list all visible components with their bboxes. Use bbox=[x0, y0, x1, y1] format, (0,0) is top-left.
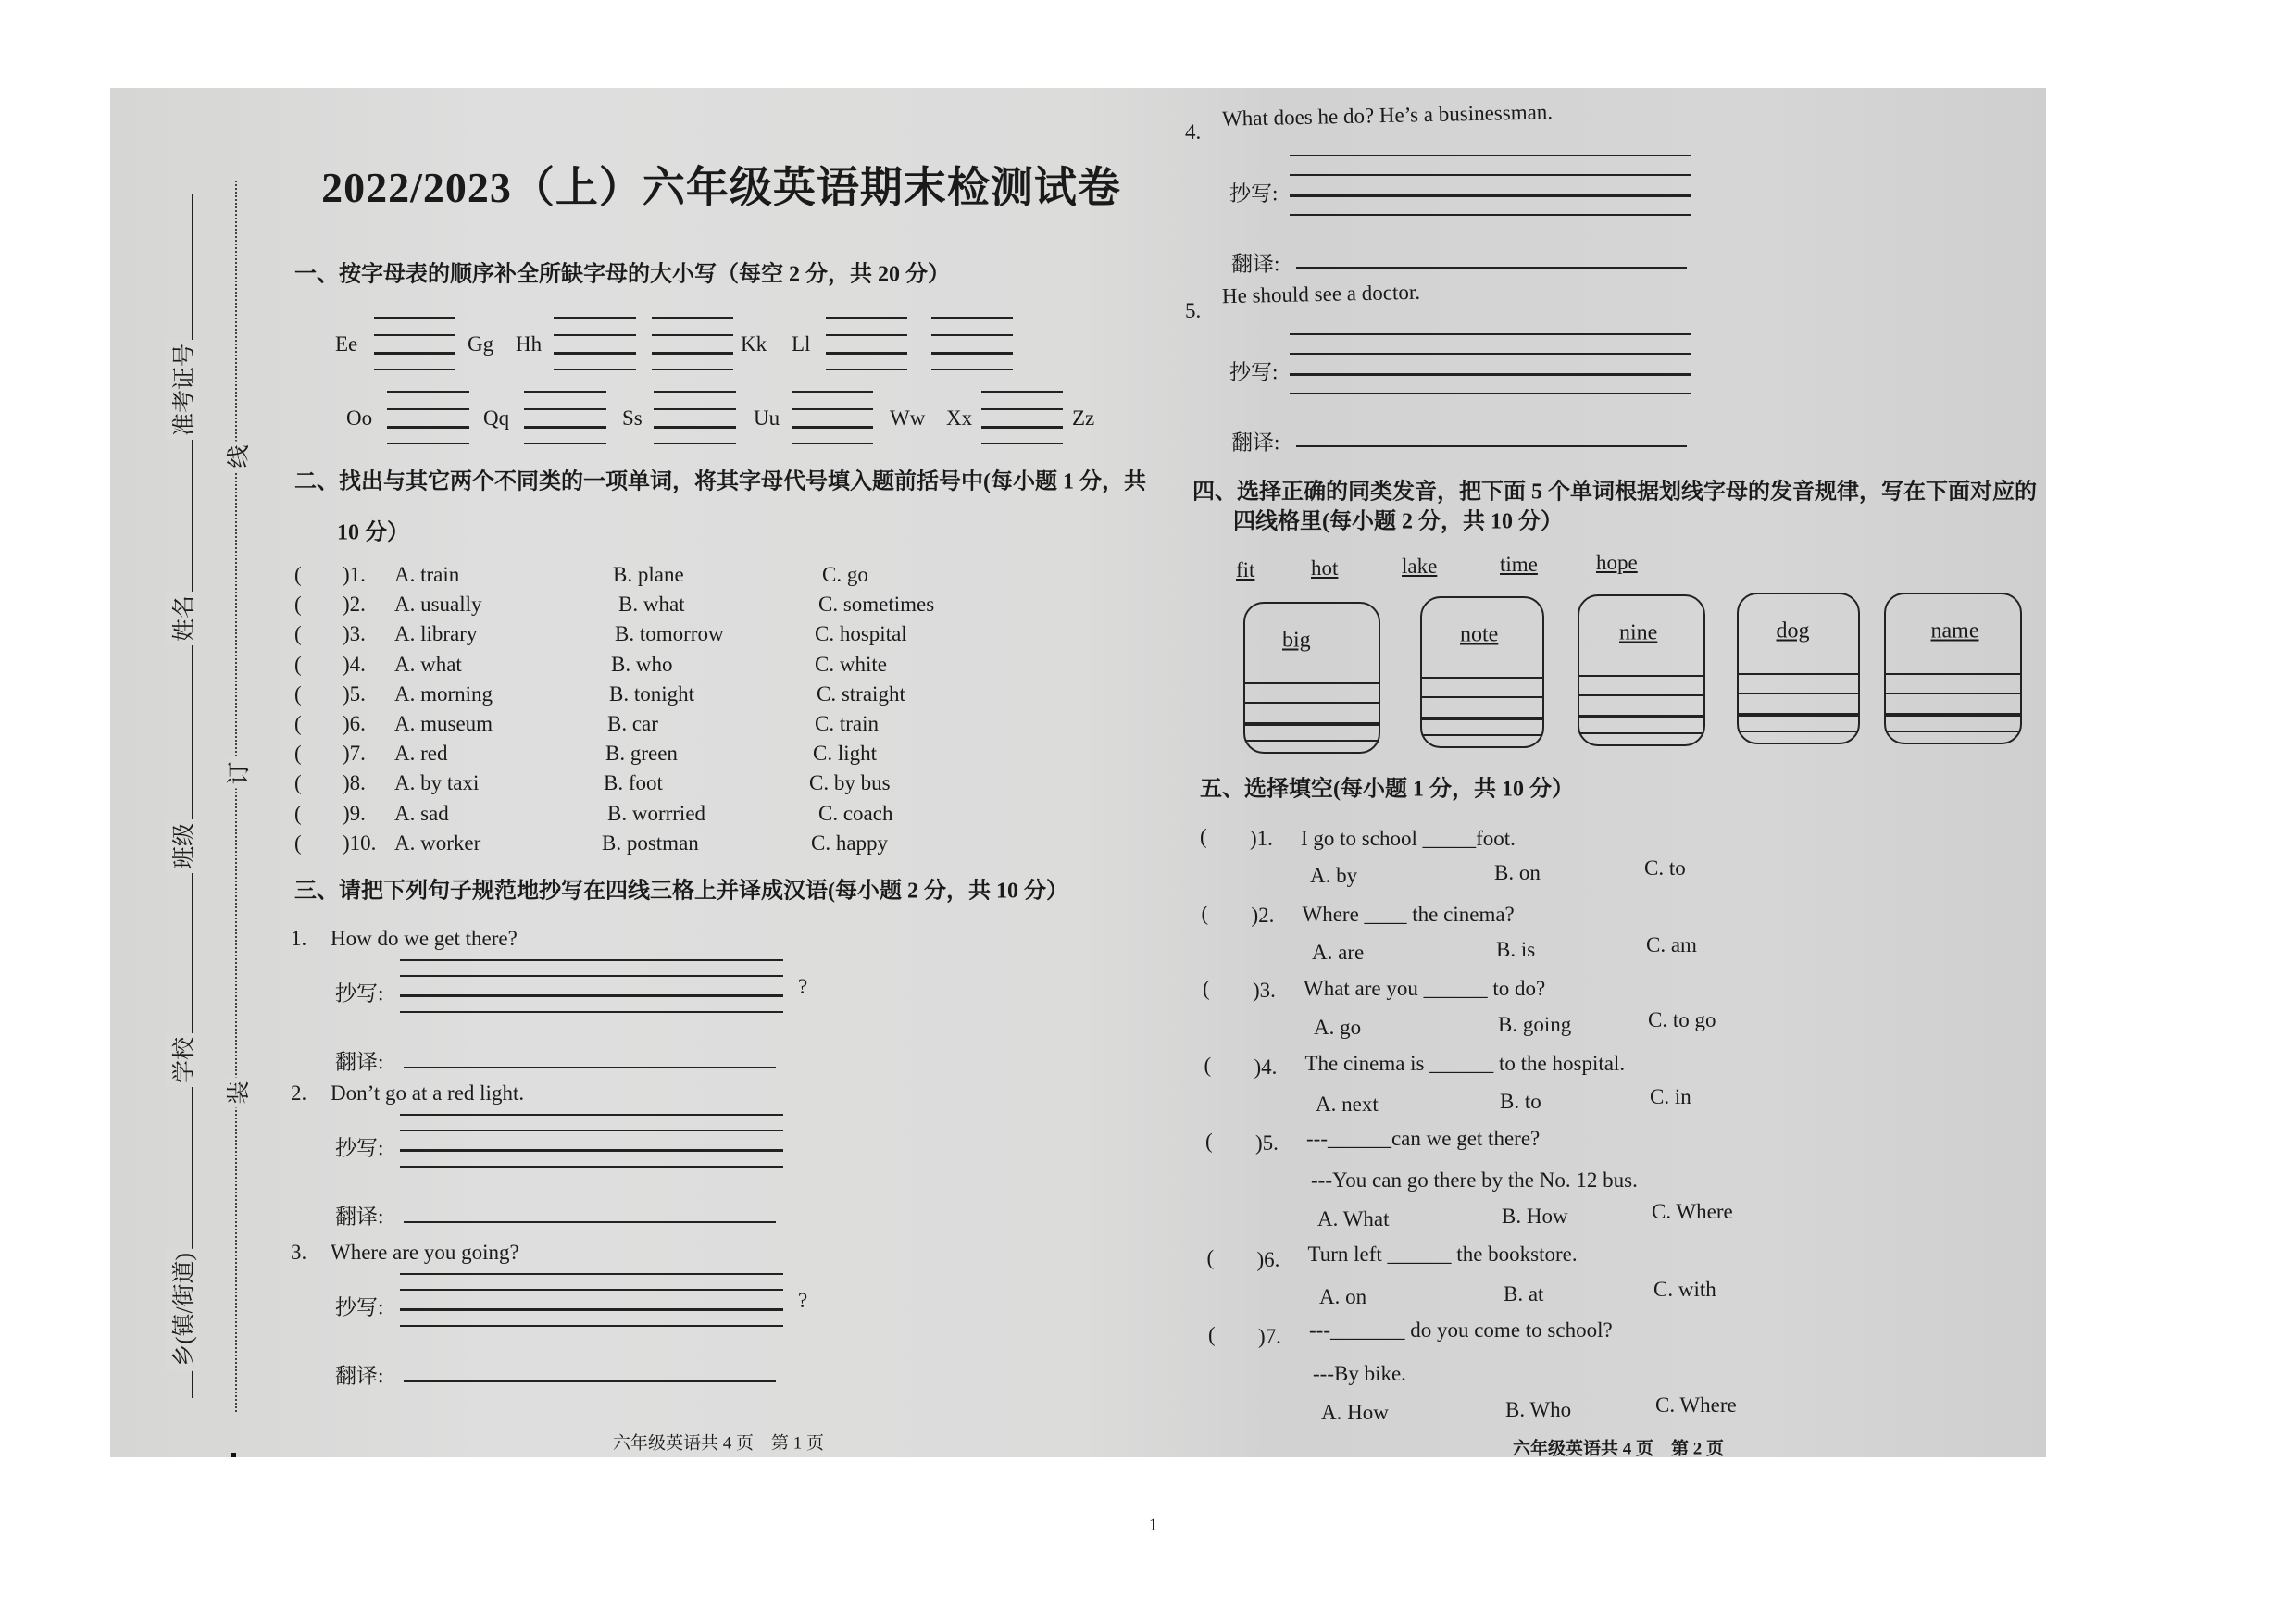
alphabet-blank-line[interactable] bbox=[981, 391, 1063, 393]
translate-line[interactable] bbox=[1296, 445, 1687, 447]
copy-label: 抄写: bbox=[335, 1136, 384, 1160]
copy-writing-line[interactable] bbox=[1290, 393, 1691, 394]
alphabet-blank-line[interactable] bbox=[826, 334, 907, 336]
alphabet-blank-line[interactable] bbox=[931, 334, 1013, 336]
option-c: C. Where bbox=[1652, 1200, 1733, 1223]
sentence-text: Where are you going? bbox=[331, 1241, 519, 1264]
sentence-number: 4. bbox=[1185, 120, 1202, 144]
section2-heading-cont: 10 分） bbox=[337, 520, 409, 545]
answer-bracket-open: ( bbox=[294, 652, 302, 676]
section2-heading: 二、找出与其它两个不同类的一项单词，将其字母代号填入题前括号中(每小题 1 分，共 bbox=[294, 469, 1146, 494]
sound-word: fit bbox=[1236, 558, 1255, 581]
copy-writing-line[interactable] bbox=[400, 1114, 783, 1116]
copy-writing-line[interactable] bbox=[400, 1308, 783, 1311]
alphabet-blank-line[interactable] bbox=[524, 391, 606, 393]
copy-label: 抄写: bbox=[1229, 360, 1279, 384]
alphabet-blank-line[interactable] bbox=[652, 369, 733, 370]
translate-line[interactable] bbox=[1296, 267, 1687, 269]
option-c: C. train bbox=[815, 712, 879, 735]
copy-writing-line[interactable] bbox=[400, 1149, 783, 1152]
question-mark: ? bbox=[798, 975, 808, 998]
option-b: B. Who bbox=[1505, 1398, 1572, 1421]
option-b: B. to bbox=[1500, 1090, 1541, 1113]
alphabet-blank-line[interactable] bbox=[554, 352, 636, 355]
option-b: B. going bbox=[1498, 1013, 1572, 1036]
question-mark: ? bbox=[798, 1289, 808, 1312]
translate-line[interactable] bbox=[404, 1067, 776, 1068]
answer-bracket-open: ( bbox=[1205, 1130, 1213, 1153]
option-a: A. train bbox=[394, 563, 460, 586]
option-b: B. postman bbox=[602, 831, 699, 855]
box-writing-line bbox=[1739, 673, 1858, 675]
question-text: ---_______ do you come to school? bbox=[1309, 1318, 1613, 1342]
four-line-answer-box[interactable] bbox=[1243, 602, 1380, 754]
question-number: )6. bbox=[343, 712, 366, 735]
box-word: dog bbox=[1776, 618, 1810, 643]
box-writing-line bbox=[1886, 673, 2020, 675]
option-b: B. foot bbox=[604, 771, 663, 795]
option-a: A. usually bbox=[394, 593, 482, 617]
option-b: B. on bbox=[1494, 861, 1541, 884]
alphabet-letter: Ll bbox=[792, 332, 811, 356]
alphabet-letter: Ee bbox=[335, 332, 358, 356]
question-number: )7. bbox=[1258, 1325, 1281, 1348]
sound-word: lake bbox=[1402, 555, 1438, 578]
alphabet-blank-line[interactable] bbox=[654, 391, 736, 393]
exam-paper-photo bbox=[110, 88, 2046, 1457]
box-word: name bbox=[1930, 618, 1979, 643]
page-number: 1 bbox=[1149, 1515, 1157, 1534]
answer-bracket-open: ( bbox=[1206, 1246, 1215, 1269]
translate-line[interactable] bbox=[404, 1380, 776, 1382]
seal-line-mark: 线 bbox=[220, 441, 254, 471]
alphabet-blank-line[interactable] bbox=[554, 317, 636, 319]
alphabet-blank-line[interactable] bbox=[387, 408, 469, 410]
box-writing-line bbox=[1579, 715, 1703, 718]
option-a: A. museum bbox=[394, 712, 493, 735]
box-writing-line bbox=[1422, 734, 1542, 736]
alphabet-letter: Kk bbox=[741, 332, 767, 356]
option-a: A. next bbox=[1316, 1093, 1379, 1116]
option-a: A. by bbox=[1310, 864, 1358, 887]
box-writing-line bbox=[1886, 693, 2020, 694]
alphabet-letter: Uu bbox=[754, 406, 780, 430]
alphabet-letter: Hh bbox=[516, 332, 543, 356]
margin-field-label: 乡(镇/街道) bbox=[166, 1249, 199, 1371]
option-a: A. How bbox=[1321, 1401, 1389, 1424]
answer-bracket-open: ( bbox=[1203, 977, 1210, 1000]
copy-writing-line[interactable] bbox=[1290, 174, 1691, 176]
alphabet-letter: Oo bbox=[346, 406, 373, 430]
option-a: A. by taxi bbox=[394, 771, 480, 795]
sentence-number: 5. bbox=[1185, 299, 1202, 322]
alphabet-blank-line[interactable] bbox=[554, 369, 636, 370]
box-writing-line bbox=[1886, 731, 2020, 732]
alphabet-blank-line[interactable] bbox=[554, 334, 636, 336]
alphabet-letter: Qq bbox=[483, 406, 510, 430]
sentence-text: He should see a doctor. bbox=[1221, 280, 1421, 308]
section4-heading-cont: 四线格里(每小题 2 分，共 10 分） bbox=[1233, 509, 1563, 534]
answer-bracket-open: ( bbox=[294, 681, 302, 706]
seal-line-mark: 装 bbox=[220, 1077, 254, 1107]
answer-bracket-open: ( bbox=[294, 563, 302, 586]
margin-field-label: 准考证号 bbox=[166, 340, 199, 440]
option-c: C. to bbox=[1644, 856, 1686, 880]
option-b: B. worrried bbox=[607, 801, 706, 825]
question-number: )6. bbox=[1256, 1248, 1280, 1271]
box-writing-line bbox=[1245, 702, 1379, 704]
question-number: )1. bbox=[343, 563, 366, 586]
margin-field-label: 学校 bbox=[166, 1033, 199, 1087]
copy-writing-line[interactable] bbox=[400, 1273, 783, 1275]
translate-label: 翻译: bbox=[335, 1364, 384, 1388]
alphabet-blank-line[interactable] bbox=[387, 443, 469, 444]
section5-heading: 五、选择填空(每小题 1 分，共 10 分） bbox=[1200, 777, 1574, 802]
box-writing-line bbox=[1422, 677, 1542, 679]
alphabet-blank-line[interactable] bbox=[826, 369, 907, 370]
answer-bracket-open: ( bbox=[294, 593, 302, 617]
question-number: )5. bbox=[343, 681, 366, 706]
option-a: A. what bbox=[394, 652, 462, 676]
box-writing-line bbox=[1579, 675, 1703, 677]
alphabet-letter: Ss bbox=[622, 406, 643, 430]
copy-writing-line[interactable] bbox=[1290, 373, 1691, 376]
alphabet-blank-line[interactable] bbox=[652, 317, 733, 319]
alphabet-blank-line[interactable] bbox=[981, 443, 1063, 444]
answer-bracket-open: ( bbox=[1200, 825, 1207, 848]
copy-writing-line[interactable] bbox=[400, 1325, 783, 1327]
copy-writing-line[interactable] bbox=[1290, 353, 1691, 355]
option-a: A. morning bbox=[394, 681, 493, 706]
box-writing-line bbox=[1579, 694, 1703, 696]
four-line-answer-box[interactable] bbox=[1420, 596, 1544, 748]
alphabet-blank-line[interactable] bbox=[374, 317, 455, 319]
sentence-number: 1. bbox=[291, 927, 307, 950]
margin-field-label: 班级 bbox=[166, 819, 199, 873]
box-writing-line bbox=[1422, 717, 1542, 720]
question-number: )4. bbox=[1254, 1056, 1278, 1079]
option-c: C. light bbox=[813, 742, 878, 766]
sentence-number: 3. bbox=[291, 1241, 307, 1264]
copy-label: 抄写: bbox=[1229, 181, 1279, 206]
option-c: C. am bbox=[1646, 933, 1697, 956]
section3-heading: 三、请把下列句子规范地抄写在四线三格上并译成汉语(每小题 2 分，共 10 分） bbox=[294, 879, 1068, 904]
alphabet-blank-line[interactable] bbox=[654, 426, 736, 429]
answer-bracket-open: ( bbox=[294, 712, 302, 735]
question-number: )3. bbox=[1253, 979, 1276, 1002]
question-reply: ---By bike. bbox=[1313, 1362, 1406, 1385]
alphabet-blank-line[interactable] bbox=[652, 352, 733, 355]
box-writing-line bbox=[1886, 713, 2020, 717]
option-b: B. what bbox=[618, 593, 685, 617]
question-number: )2. bbox=[1251, 904, 1275, 927]
question-text: I go to school _____foot. bbox=[1301, 827, 1516, 850]
question-text: ---______can we get there? bbox=[1306, 1127, 1541, 1151]
option-c: C. go bbox=[822, 563, 868, 586]
box-word: big bbox=[1282, 628, 1311, 653]
option-b: B. green bbox=[605, 742, 678, 766]
question-text: The cinema is ______ to the hospital. bbox=[1304, 1052, 1626, 1076]
sentence-number: 2. bbox=[291, 1081, 307, 1105]
question-number: )9. bbox=[343, 801, 366, 825]
question-text: Turn left ______ the bookstore. bbox=[1307, 1243, 1578, 1266]
sentence-text: Don’t go at a red light. bbox=[331, 1081, 525, 1105]
question-number: )5. bbox=[1255, 1131, 1279, 1155]
option-b: B. tomorrow bbox=[615, 622, 724, 646]
option-a: A. library bbox=[394, 622, 478, 646]
option-a: A. What bbox=[1317, 1207, 1390, 1230]
answer-bracket-open: ( bbox=[1204, 1054, 1212, 1077]
alphabet-blank-line[interactable] bbox=[981, 426, 1063, 429]
margin-field-label: 姓名 bbox=[166, 592, 199, 645]
option-a: A. go bbox=[1314, 1016, 1362, 1039]
box-writing-line bbox=[1245, 722, 1379, 726]
alphabet-blank-line[interactable] bbox=[374, 334, 455, 336]
option-c: C. in bbox=[1650, 1085, 1691, 1108]
sentence-text: How do we get there? bbox=[331, 927, 518, 950]
question-number: )2. bbox=[343, 593, 366, 617]
four-line-answer-box[interactable] bbox=[1578, 594, 1705, 746]
option-c: C. happy bbox=[811, 831, 889, 855]
seal-line-mark: 订 bbox=[220, 757, 254, 788]
option-b: B. How bbox=[1502, 1205, 1568, 1228]
copy-writing-line[interactable] bbox=[1290, 214, 1691, 216]
alphabet-letter: Zz bbox=[1072, 406, 1095, 430]
copy-writing-line[interactable] bbox=[400, 959, 783, 961]
copy-writing-line[interactable] bbox=[400, 1130, 783, 1131]
sound-word: hope bbox=[1596, 551, 1638, 574]
answer-bracket-open: ( bbox=[1201, 902, 1209, 925]
right-page-footer: 六年级英语共 4 页 第 2 页 bbox=[1513, 1439, 1725, 1457]
answer-bracket-open: ( bbox=[1208, 1323, 1216, 1346]
answer-bracket-open: ( bbox=[294, 771, 302, 795]
copy-writing-line[interactable] bbox=[400, 1011, 783, 1013]
option-a: A. red bbox=[394, 742, 448, 766]
question-text: Where ____ the cinema? bbox=[1302, 902, 1515, 926]
copy-label: 抄写: bbox=[335, 1295, 384, 1319]
alphabet-blank-line[interactable] bbox=[792, 408, 873, 410]
box-word: nine bbox=[1619, 620, 1658, 645]
box-writing-line bbox=[1579, 732, 1703, 734]
translate-label: 翻译: bbox=[1231, 252, 1280, 276]
alphabet-blank-line[interactable] bbox=[387, 426, 469, 429]
question-number: )10. bbox=[343, 831, 377, 855]
binding-mark bbox=[231, 1453, 236, 1457]
alphabet-letter: Xx bbox=[946, 406, 973, 430]
box-writing-line bbox=[1739, 713, 1858, 717]
alphabet-blank-line[interactable] bbox=[826, 317, 907, 319]
sentence-text: What does he do? He’s a businessman. bbox=[1221, 100, 1554, 131]
alphabet-blank-line[interactable] bbox=[931, 352, 1013, 355]
option-a: A. worker bbox=[394, 831, 481, 855]
left-page-footer: 六年级英语共 4 页 第 1 页 bbox=[613, 1433, 825, 1454]
sound-word: hot bbox=[1311, 556, 1339, 580]
translate-line[interactable] bbox=[404, 1221, 776, 1223]
option-c: C. sometimes bbox=[818, 593, 935, 617]
option-b: B. at bbox=[1504, 1282, 1544, 1305]
exam-title: 2022/2023（上）六年级英语期末检测试卷 bbox=[321, 164, 1121, 211]
alphabet-blank-line[interactable] bbox=[524, 426, 606, 429]
alphabet-blank-line[interactable] bbox=[931, 369, 1013, 370]
option-b: B. tonight bbox=[609, 681, 695, 706]
option-c: C. coach bbox=[818, 801, 893, 825]
copy-writing-line[interactable] bbox=[1290, 194, 1691, 197]
option-b: B. who bbox=[611, 652, 673, 676]
alphabet-blank-line[interactable] bbox=[654, 443, 736, 444]
binding-dotted-line bbox=[235, 181, 237, 1412]
option-a: A. are bbox=[1312, 941, 1365, 964]
option-c: C. by bus bbox=[809, 771, 891, 795]
option-a: A. on bbox=[1319, 1285, 1367, 1308]
copy-label: 抄写: bbox=[335, 981, 384, 1006]
box-word: note bbox=[1460, 622, 1499, 647]
alphabet-letter: Gg bbox=[468, 332, 494, 356]
question-number: )3. bbox=[343, 622, 366, 646]
answer-bracket-open: ( bbox=[294, 742, 302, 766]
box-writing-line bbox=[1739, 693, 1858, 694]
section4-heading: 四、选择正确的同类发音，把下面 5 个单词根据划线字母的发音规律，写在下面对应的 bbox=[1192, 480, 2037, 505]
alphabet-blank-line[interactable] bbox=[387, 391, 469, 393]
option-c: C. Where bbox=[1655, 1393, 1737, 1417]
alphabet-blank-line[interactable] bbox=[792, 443, 873, 444]
alphabet-blank-line[interactable] bbox=[374, 352, 455, 355]
answer-bracket-open: ( bbox=[294, 622, 302, 646]
question-number: )8. bbox=[343, 771, 366, 795]
alphabet-blank-line[interactable] bbox=[792, 426, 873, 429]
answer-bracket-open: ( bbox=[294, 801, 302, 825]
alphabet-blank-line[interactable] bbox=[524, 443, 606, 444]
four-line-answer-box[interactable] bbox=[1884, 593, 2022, 744]
copy-writing-line[interactable] bbox=[1290, 155, 1691, 156]
option-b: B. car bbox=[607, 712, 658, 735]
copy-writing-line[interactable] bbox=[1290, 333, 1691, 335]
box-writing-line bbox=[1245, 740, 1379, 742]
alphabet-blank-line[interactable] bbox=[524, 408, 606, 410]
copy-writing-line[interactable] bbox=[400, 994, 783, 997]
copy-writing-line[interactable] bbox=[400, 1166, 783, 1168]
translate-label: 翻译: bbox=[335, 1050, 384, 1074]
option-b: B. plane bbox=[613, 563, 684, 586]
option-c: C. with bbox=[1653, 1278, 1716, 1301]
alphabet-letter: Ww bbox=[890, 406, 926, 430]
option-c: C. to go bbox=[1648, 1008, 1716, 1031]
question-number: )1. bbox=[1250, 827, 1273, 850]
alphabet-blank-line[interactable] bbox=[981, 408, 1063, 410]
answer-bracket-open: ( bbox=[294, 831, 302, 855]
four-line-answer-box[interactable] bbox=[1737, 593, 1860, 744]
copy-writing-line[interactable] bbox=[400, 975, 783, 977]
option-b: B. is bbox=[1496, 938, 1536, 961]
alphabet-blank-line[interactable] bbox=[792, 391, 873, 393]
question-reply: ---You can go there by the No. 12 bus. bbox=[1311, 1168, 1638, 1192]
box-writing-line bbox=[1245, 682, 1379, 684]
option-c: C. straight bbox=[817, 681, 905, 706]
section1-heading: 一、按字母表的顺序补全所缺字母的大小写（每空 2 分，共 20 分） bbox=[294, 262, 950, 287]
translate-label: 翻译: bbox=[1231, 431, 1280, 455]
alphabet-blank-line[interactable] bbox=[654, 408, 736, 410]
alphabet-blank-line[interactable] bbox=[652, 334, 733, 336]
question-number: )4. bbox=[343, 652, 366, 676]
question-text: What are you ______ to do? bbox=[1304, 976, 1546, 1000]
box-writing-line bbox=[1739, 731, 1858, 732]
option-c: C. hospital bbox=[815, 622, 907, 646]
alphabet-blank-line[interactable] bbox=[374, 369, 455, 370]
copy-writing-line[interactable] bbox=[400, 1289, 783, 1291]
box-writing-line bbox=[1422, 696, 1542, 698]
sound-word: time bbox=[1500, 553, 1538, 576]
translate-label: 翻译: bbox=[335, 1205, 384, 1229]
question-number: )7. bbox=[343, 742, 366, 766]
alphabet-blank-line[interactable] bbox=[826, 352, 907, 355]
alphabet-blank-line[interactable] bbox=[931, 317, 1013, 319]
option-a: A. sad bbox=[394, 801, 449, 825]
option-c: C. white bbox=[815, 652, 887, 676]
